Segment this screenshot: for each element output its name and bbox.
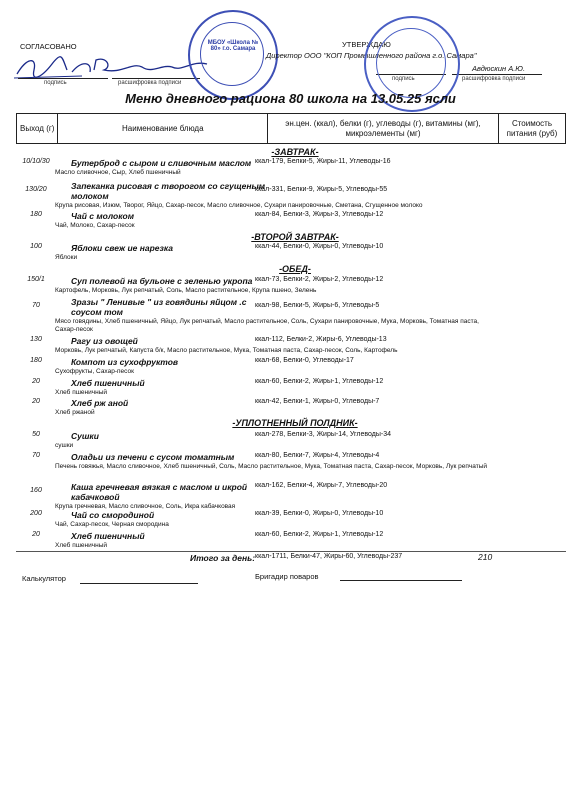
director-title: Директор ООО "КОП Промышленного района г.о. Самара" bbox=[266, 51, 477, 60]
right-decode-caption: расшифровка подписи bbox=[462, 76, 526, 82]
total-nutrition: ккал-1711, Белки-47, Жиры-60, Углеводы-237 bbox=[255, 553, 403, 560]
dish-ingredients: Чай, Сахар-песок, Черная смородина bbox=[55, 521, 169, 528]
section-title: -ЗАВТРАК- bbox=[271, 147, 319, 157]
total-label: Итого за день: bbox=[190, 553, 256, 563]
dish-nutrition: ккал-42, Белки-1, Жиры-0, Углеводы-7 bbox=[255, 398, 380, 405]
dish-ingredients: Хлеб ржаной bbox=[55, 409, 95, 416]
dish-name: Каша гречневая вязкая с маслом и икрой кабачковой bbox=[71, 482, 248, 502]
dish-name: Компот из сухофруктов bbox=[71, 357, 179, 367]
dish-ingredients: сушки bbox=[55, 442, 74, 449]
page-title: Меню дневного рациона 80 школа на 13.05.25 ясли bbox=[125, 91, 456, 106]
col-dish-name: Наименование блюда bbox=[58, 114, 268, 144]
dish-output: 50 bbox=[32, 431, 40, 438]
dish-output: 20 bbox=[32, 378, 40, 385]
col-cost: Стоимость питания (руб) bbox=[498, 114, 565, 144]
dish-output: 70 bbox=[32, 302, 40, 309]
section-title: -ВТОРОЙ ЗАВТРАК- bbox=[251, 232, 339, 242]
calculator-label: Калькулятор bbox=[22, 574, 66, 583]
dish-name: Сушки bbox=[71, 431, 99, 441]
dish-ingredients: Морковь, Лук репчатый, Капуста б/к, Масло растительное, Мука, Томатная паста, Сахар-песок, Соль, Картофель bbox=[55, 347, 398, 354]
dish-name: Яблоки свеж ие нарезка bbox=[71, 243, 173, 253]
approved-right-label: УТВЕРЖДАЮ bbox=[342, 40, 391, 49]
stamp-text: МБОУ «Школа № 80» г.о. Самара bbox=[207, 40, 259, 52]
dish-nutrition: ккал-98, Белки-5, Жиры-6, Углеводы-5 bbox=[255, 302, 380, 309]
dish-name: Запеканка рисовая с творогом со сгущеным молоком bbox=[71, 181, 266, 201]
dish-ingredients: Чай, Молоко, Сахар-песок bbox=[55, 222, 135, 229]
dish-ingredients: Крупа гречневая, Масло сливочное, Соль, Икра кабачковая bbox=[55, 503, 236, 510]
dish-ingredients: Мясо говядины, Хлеб пшеничный, Яйцо, Лук репчатый, Масло растительное, Соль, Сухари панировочные, Мука, Морковь, Томатная паста, Сахар-песок bbox=[55, 318, 479, 333]
dish-output: 10/10/30 bbox=[22, 158, 50, 165]
dish-nutrition: ккал-60, Белки-2, Жиры-1, Углеводы-12 bbox=[255, 378, 384, 385]
dish-ingredients: Крупа рисовая, Изюм, Творог, Яйцо, Сахар-песок, Масло сливочное, Сухари панировочные, Сметана, Сгущенное молоко bbox=[55, 202, 423, 209]
dish-name: Суп полевой на бульоне с зеленью укропа bbox=[71, 276, 253, 286]
dish-nutrition: ккал-73, Белки-2, Жиры-2, Углеводы-12 bbox=[255, 276, 384, 283]
dish-output: 100 bbox=[30, 243, 42, 250]
col-nutrition: эн.цен. (ккал), белки (г), углеводы (г), витамины (мг), микроэлементы (мг) bbox=[268, 114, 499, 144]
dish-name: Хлеб пшеничный bbox=[71, 378, 145, 388]
handwritten-signature bbox=[12, 52, 212, 84]
dish-output: 130/20 bbox=[25, 186, 47, 193]
left-decode-caption: расшифровка подписи bbox=[118, 80, 182, 86]
dish-output: 20 bbox=[32, 531, 40, 538]
dish-nutrition: ккал-60, Белки-2, Жиры-1, Углеводы-12 bbox=[255, 531, 384, 538]
dish-nutrition: ккал-80, Белки-7, Жиры-4, Углеводы-4 bbox=[255, 452, 380, 459]
dish-ingredients: Сухофрукты, Сахар-песок bbox=[55, 368, 134, 375]
dish-name: Хлеб рж аной bbox=[71, 398, 129, 408]
dish-output: 160 bbox=[30, 487, 42, 494]
dish-name: Хлеб пшеничный bbox=[71, 531, 145, 541]
dish-output: 180 bbox=[30, 357, 42, 364]
dish-name: Зразы " Ленивые " из говядины яйцом .с соусом том bbox=[71, 297, 247, 317]
section-title: -ОБЕД- bbox=[279, 264, 311, 274]
dish-name: Чай со смородиной bbox=[71, 510, 155, 520]
menu-table-header bbox=[16, 113, 566, 144]
left-sign-caption: подпись bbox=[44, 80, 67, 86]
dish-nutrition: ккал-44, Белки-0, Жиры-0, Углеводы-10 bbox=[255, 243, 384, 250]
approved-left-label: СОГЛАСОВАНО bbox=[20, 42, 77, 51]
dish-ingredients: Хлеб пшеничный bbox=[55, 389, 108, 396]
dish-ingredients: Яблоки bbox=[55, 254, 78, 261]
dish-output: 180 bbox=[30, 211, 42, 218]
dish-nutrition: ккал-68, Белки-0, Углеводы-17 bbox=[255, 357, 354, 364]
dish-name: Чай с молоком bbox=[71, 211, 135, 221]
dish-ingredients: Картофель, Морковь, Лук репчатый, Соль, Масло растительное, Крупа пшено, Зелень bbox=[55, 287, 317, 294]
dish-nutrition: ккал-162, Белки-4, Жиры-7, Углеводы-20 bbox=[255, 482, 388, 489]
dish-output: 130 bbox=[30, 336, 42, 343]
dish-output: 20 bbox=[32, 398, 40, 405]
dish-nutrition: ккал-84, Белки-3, Жиры-3, Углеводы-12 bbox=[255, 211, 384, 218]
section-title: -УПЛОТНЕННЫЙ ПОЛДНИК- bbox=[232, 418, 358, 428]
director-name: Авдюскин А.Ю. bbox=[472, 64, 526, 73]
school-stamp bbox=[188, 10, 278, 100]
dish-nutrition: ккал-39, Белки-0, Жиры-0, Углеводы-10 bbox=[255, 510, 384, 517]
total-cost: 210 bbox=[478, 552, 493, 562]
dish-output: 150/1 bbox=[27, 276, 45, 283]
dish-output: 200 bbox=[30, 510, 42, 517]
dish-nutrition: ккал-112, Белки-2, Жиры-6, Углеводы-13 bbox=[255, 336, 387, 343]
dish-ingredients: Печень говяжья, Масло сливочное, Хлеб пшеничный, Соль, Масло растительное, Мука, Томатная паста, Сахар-песок, Морковь, Лук репчатый bbox=[55, 463, 488, 470]
right-sign-caption: подпись bbox=[392, 76, 415, 82]
dish-output: 70 bbox=[32, 452, 40, 459]
dish-nutrition: ккал-331, Белки-9, Жиры-5, Углеводы-55 bbox=[255, 186, 388, 193]
dish-nutrition: ккал-278, Белки-3, Жиры-14, Углеводы-34 bbox=[255, 431, 392, 438]
dish-ingredients: Масло сливочное, Сыр, Хлеб пшеничный bbox=[55, 169, 181, 176]
dish-ingredients: Хлеб пшеничный bbox=[55, 542, 108, 549]
dish-name: Рагу из овощей bbox=[71, 336, 138, 346]
dish-name: Бутерброд с сыром и сливочным маслом bbox=[71, 158, 252, 168]
dish-nutrition: ккал-179, Белки-5, Жиры-11, Углеводы-16 bbox=[255, 158, 391, 165]
brigadier-label: Бригадир поваров bbox=[255, 572, 319, 581]
col-output: Выход (г) bbox=[17, 114, 58, 144]
dish-name: Оладьи из печени с сусом томатным bbox=[71, 452, 235, 462]
